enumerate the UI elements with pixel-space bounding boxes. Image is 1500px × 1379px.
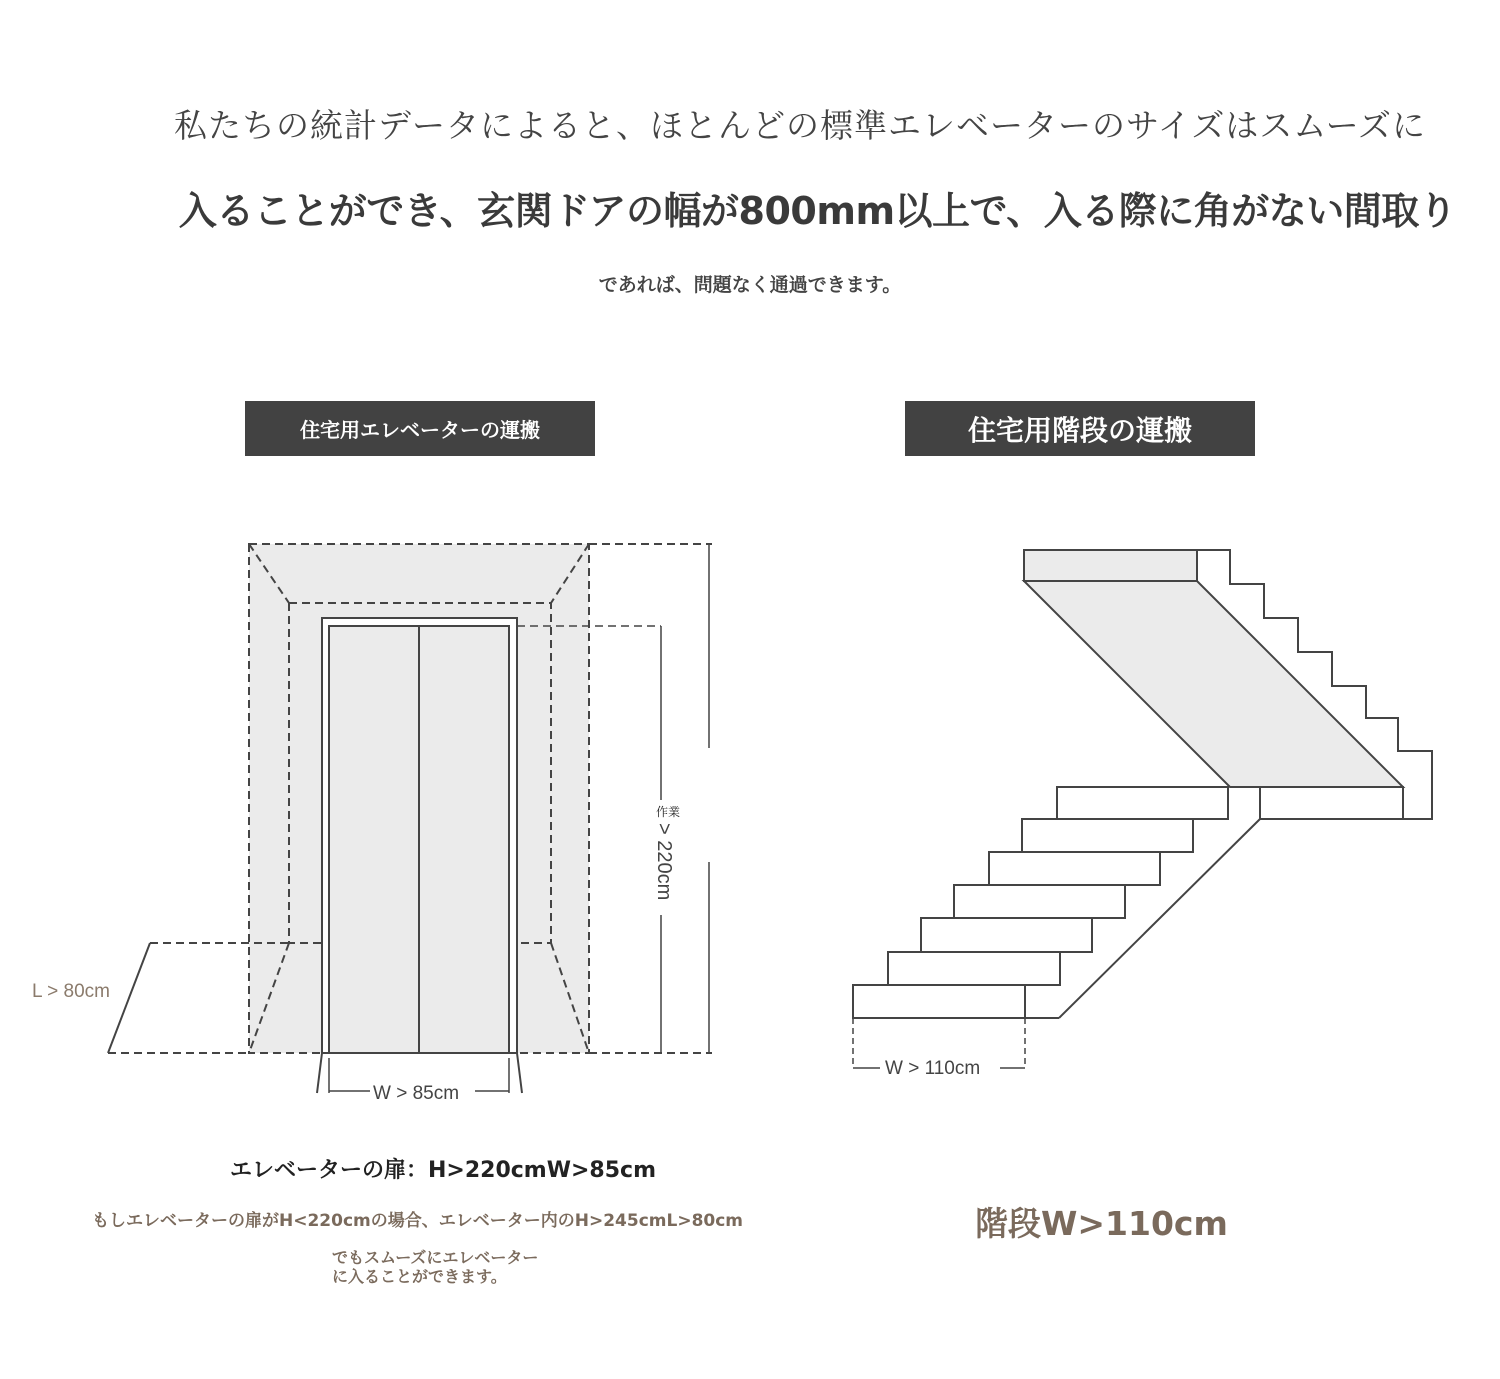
elevator-height-label: > 220cm [653,823,675,901]
stairs-step-5 [921,918,1092,952]
elevator-diagram [108,544,712,1093]
elevator-note-caption [332,1248,572,1286]
stairs-upper-flight [1024,581,1403,787]
elevator-height-note: 作業 [656,805,681,819]
stairs-badge: 住宅用階段の運搬 [905,401,1255,456]
elevator-condition-caption: もしエレベーターの扉がH<220cmの場合、エレベーター内のH>245cmL>80cm [92,1211,744,1231]
elevator-note-line-2: に入ることができます。 [332,1267,507,1286]
stairs-step-3 [989,852,1160,885]
elevator-depth-label: L > 80cm [32,981,110,1002]
stairs-step-1 [1057,787,1228,819]
stairs-width-label: W > 110cm [885,1058,981,1079]
intro-line-1: 私たちの統計データによると、ほとんどの標準エレベーターのサイズはスムーズに [173,106,1427,145]
stairs-step-7 [853,985,1025,1018]
depth-diagonal [108,943,150,1053]
stairs-top-landing [1024,550,1197,581]
stairs-step-2 [1022,819,1193,852]
elevator-note-line-1: でもスムーズにエレベーター [332,1248,539,1267]
elevator-width-label: W > 85cm [373,1083,460,1104]
elevator-badge: 住宅用エレベーターの運搬 [245,401,595,456]
elevator-door-caption: エレベーターの扉：H>220cmW>85cm [230,1158,657,1183]
stairs-caption: 階段W>110cm [975,1204,1228,1243]
intro-line-2: 入ることができ、玄関ドアの幅が800mm以上で、入る際に角がない間取り [178,189,1457,233]
stairs-diagram [853,550,1432,1068]
intro-line-3: であれば、問題なく通過できます。 [598,274,902,296]
stairs-mid-landing [1260,787,1403,819]
stairs-step-4 [954,885,1125,918]
stairs-step-6 [888,952,1060,985]
